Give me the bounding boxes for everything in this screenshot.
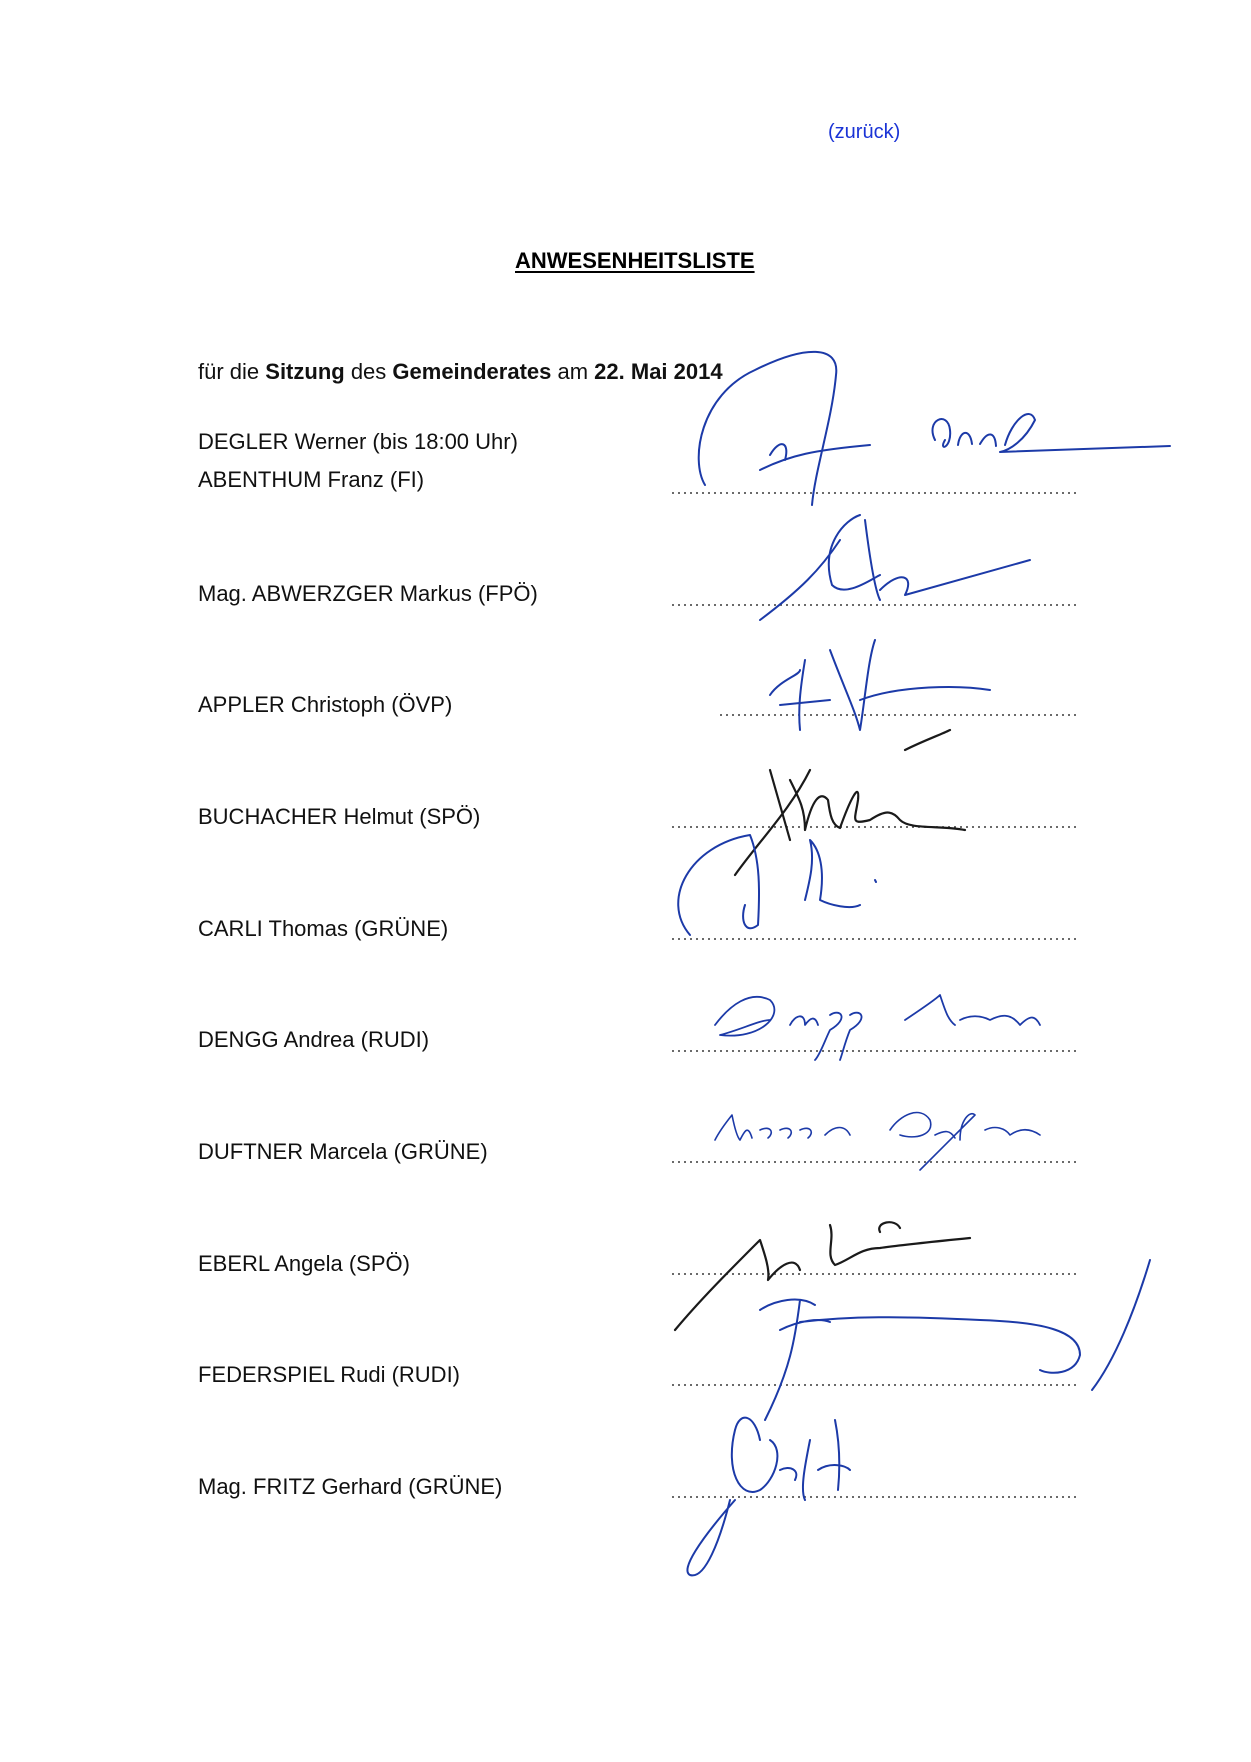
signature-degler [699, 352, 870, 505]
meeting-intro [198, 359, 723, 385]
attendee-name: Mag. FRITZ Gerhard (GRÜNE) [198, 1474, 503, 1499]
intro-bold-sitzung: Sitzung [265, 359, 345, 384]
attendee-name: DENGG Andrea (RUDI) [198, 1027, 430, 1052]
signature-federspiel [760, 1260, 1150, 1420]
intro-bold-date: 22. Mai 2014 [594, 359, 723, 384]
attendee-name: ABENTHUM Franz (FI) [198, 467, 425, 492]
signature-buchacher [735, 730, 965, 875]
document-title: ANWESENHEITSLISTE [515, 248, 755, 273]
attendee-name: DUFTNER Marcela (GRÜNE) [198, 1139, 488, 1164]
attendee-name: Mag. ABWERZGER Markus (FPÖ) [198, 581, 538, 606]
signature-line [670, 1161, 1080, 1163]
back-link[interactable]: (zurück) [828, 121, 901, 143]
signature-appler [770, 640, 990, 730]
signature-eberl [675, 1222, 970, 1330]
intro-text-3: am [551, 359, 595, 384]
signature-line [670, 1273, 1080, 1275]
signature-line [670, 604, 1080, 606]
signature-line [718, 714, 1080, 716]
attendee-name: FEDERSPIEL Rudi (RUDI) [198, 1362, 461, 1387]
signature-line [670, 492, 1080, 494]
signature-line [670, 1384, 1080, 1386]
attendee-name: BUCHACHER Helmut (SPÖ) [198, 804, 481, 829]
attendee-name: CARLI Thomas (GRÜNE) [198, 916, 449, 941]
signature-line [670, 826, 1080, 828]
signature-line [670, 1496, 1080, 1498]
intro-text-2: des [344, 359, 393, 384]
attendee-name: DEGLER Werner (bis 18:00 Uhr) [198, 429, 518, 454]
signature-line [670, 1050, 1080, 1052]
signature-line [670, 938, 1080, 940]
signature-carli [678, 835, 876, 935]
signature-abenthum [932, 414, 1170, 452]
attendee-name: EBERL Angela (SPÖ) [198, 1251, 410, 1276]
attendee-name: APPLER Christoph (ÖVP) [198, 692, 453, 717]
intro-bold-gemeinderates: Gemeinderates [392, 359, 552, 384]
intro-text-1: für die [198, 359, 266, 384]
